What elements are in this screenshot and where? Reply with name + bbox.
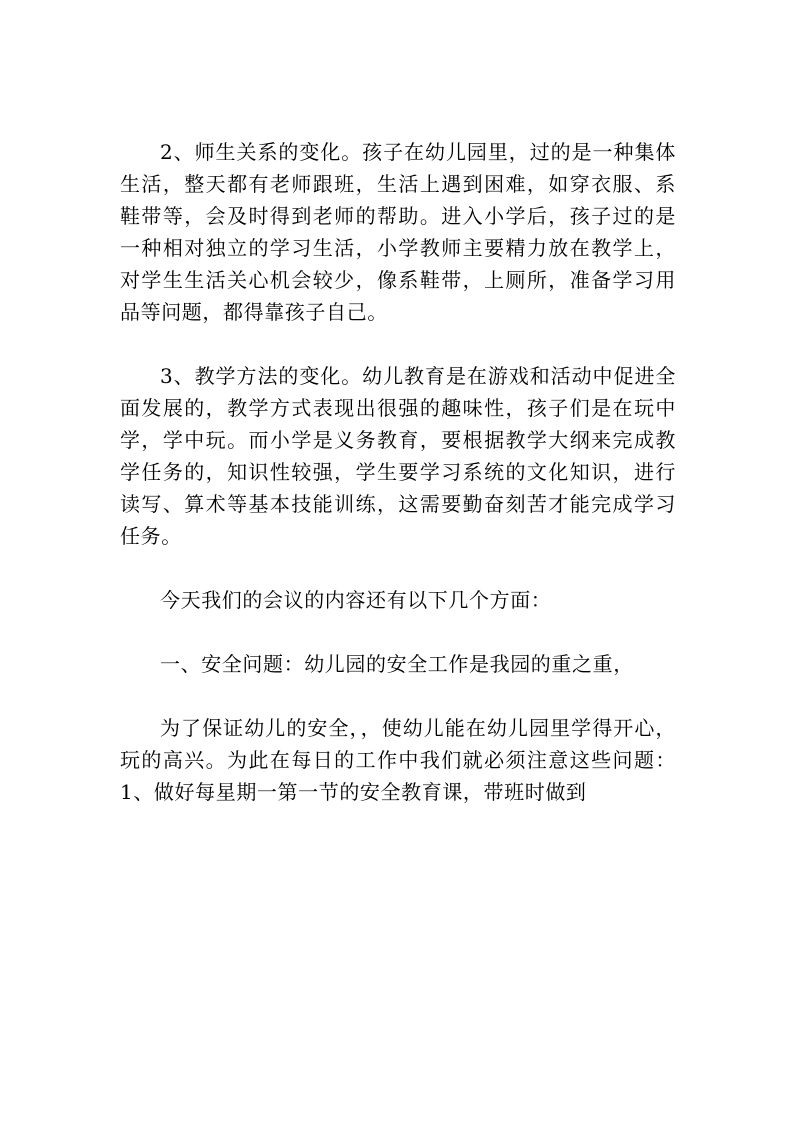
paragraph-spacer [120, 616, 676, 648]
paragraph-spacer [120, 552, 676, 584]
paragraph-spacer [120, 328, 676, 360]
paragraph-spacer [120, 680, 676, 712]
paragraph-meeting-intro: 今天我们的会议的内容还有以下几个方面： [160, 588, 552, 612]
document-page [120, 136, 676, 808]
paragraph-teacher-student-relationship: 2、师生关系的变化。孩子在幼儿园里，过的是一种集体生活，整天都有老师跟班，生活上遇到困难，如穿衣服、系鞋带等，会及时得到老师的帮助。进入小学后，孩子过的是一种相对独立的学习生活，小学教师主要精力放在教学上，对学生生活关心机会较少，像系鞋带，上厕所，准备学习用品等问题，都得靠孩子自己。 [120, 140, 676, 324]
paragraph-safety-details: 为了保证幼儿的安全，，使幼儿能在幼儿园里学得开心，玩的高兴。为此在每日的工作中我们就必须注意这些问题：1、做好每星期一第一节的安全教育课，带班时做到 [120, 716, 676, 804]
paragraph-teaching-method: 3、教学方法的变化。幼儿教育是在游戏和活动中促进全面发展的，教学方式表现出很强的趣味性，孩子们是在玩中学，学中玩。而小学是义务教育，要根据教学大纲来完成教学任务的，知识性较强，学生要学习系统的文化知识，进行读写、算术等基本技能训练，这需要勤奋刻苦才能完成学习任务。 [120, 364, 676, 548]
paragraph-safety-heading: 一、安全问题：幼儿园的安全工作是我园的重之重， [160, 652, 634, 676]
